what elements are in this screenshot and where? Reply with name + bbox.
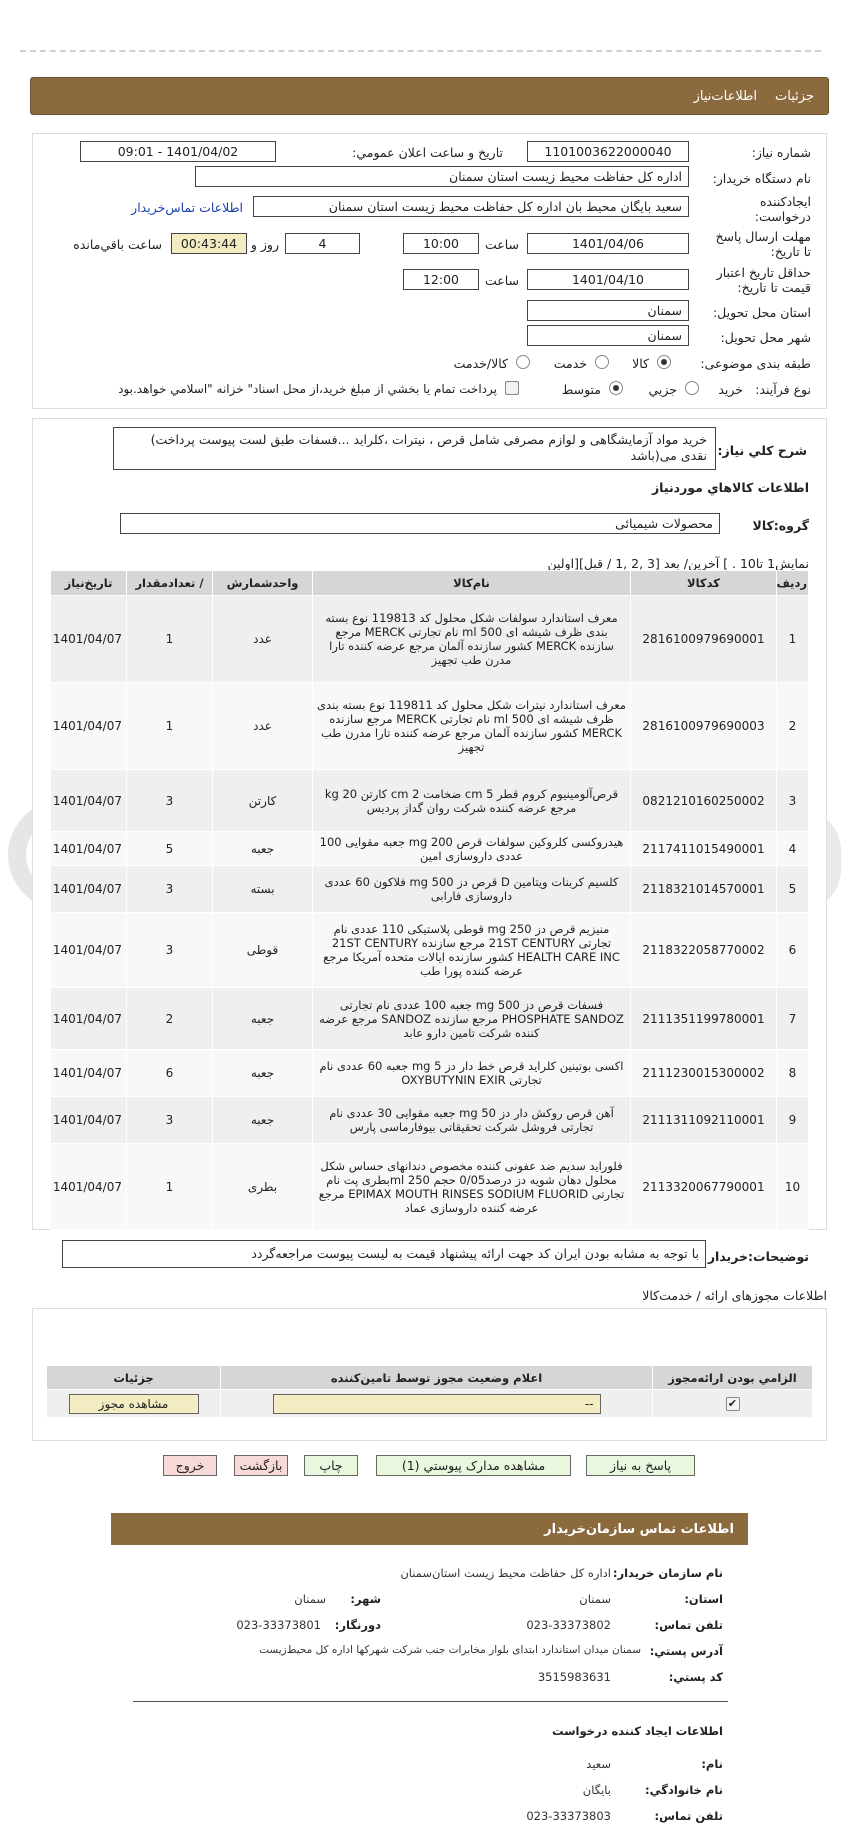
cell-unit: عدد xyxy=(213,596,313,683)
cell-name: معرف استاندارد سولفات شکل محلول کد 119813 نوع بسته بندی ظرف شیشه ای 500 ml نام تجارتی MERCK مرجع سازنده MERCK کشور سازنده آلمان مرجع عرضه کننده تارا مدرن طب تجهیز xyxy=(313,596,631,683)
category-option-goods: کالا xyxy=(632,356,649,371)
treasury-checkbox[interactable] xyxy=(505,381,519,395)
cell-name: معرف استاندارد نیترات شکل محلول کد 119811 نوع بسته بندی ظرف شیشه ای 500 ml نام تجارتی MERCK مرجع سازنده MERCK کشور سازنده آلمان مرجع عرضه کننده تارا مدرن طب تجهیز xyxy=(313,683,631,770)
attachments-button[interactable]: مشاهده مدارک پيوستي (1) xyxy=(376,1455,571,1476)
cell-code: 2118322058770002 xyxy=(631,913,777,988)
announce-field: 1401/04/02 - 09:01 xyxy=(80,141,276,162)
cell-code: 2816100979690003 xyxy=(631,683,777,770)
cell-unit: عدد xyxy=(213,683,313,770)
cell-date: 1401/04/07 xyxy=(51,596,127,683)
cell-row: 8 xyxy=(777,1050,809,1097)
buyer-contact-link[interactable]: اطلاعات تماس‌خريدار xyxy=(131,200,243,215)
city-contact-value: سمنان xyxy=(294,1592,326,1606)
cell-code: 2113320067790001 xyxy=(631,1144,777,1230)
cell-unit: بسته xyxy=(213,866,313,913)
category-radio-service[interactable] xyxy=(595,355,609,369)
cell-row: 3 xyxy=(777,770,809,832)
cell-code: 2118321014570001 xyxy=(631,866,777,913)
paging-links[interactable]: نمايش1 تا10 . ] آخرين/ بعد [3 ,2 ,1 / قبل][اولين xyxy=(547,556,809,571)
remaining-label: ساعت باقي‌مانده xyxy=(73,237,162,252)
cell-unit: جعبه xyxy=(213,1097,313,1144)
cell-row: 10 xyxy=(777,1144,809,1230)
col-license-required: الزامي بودن ارائه‌مجوز xyxy=(653,1366,813,1390)
goods-group-label: گروه‌:کالا xyxy=(752,518,809,533)
validity-label: حداقل تاريخ اعتبار قيمت تا تاريخ: xyxy=(716,265,811,295)
fax-label: دورنگار: xyxy=(334,1618,381,1632)
province-label: استان محل تحويل: xyxy=(712,305,811,320)
validity-time-field: 12:00 xyxy=(403,269,479,290)
need-number-field: 1101003622000040 xyxy=(527,141,689,162)
goods-info-title: اطلاعات کالاهاي مورد‌نياز xyxy=(651,480,809,495)
col-license-status: اعلام وضعيت مجوز توسط تامين‌کننده xyxy=(221,1366,653,1390)
cell-qty: 3 xyxy=(127,913,213,988)
cell-name: اکسی بوتینین کلراید قرص خط دار دز 5 mg جعبه 60 عددی نام تجارتی OXYBUTYNIN EXIR xyxy=(313,1050,631,1097)
requester-field: سعید بایگان محیط بان اداره کل حفاظت محیط زیست استان سمنان xyxy=(253,196,689,217)
org-value: اداره کل حفاظت محیط زیست استان‌سمنان xyxy=(400,1566,611,1580)
name-value: سعید xyxy=(586,1757,611,1771)
cell-date: 1401/04/07 xyxy=(51,1144,127,1230)
licenses-table xyxy=(46,1365,813,1418)
cell-code: 2111230015300002 xyxy=(631,1050,777,1097)
col-name: نام‌کالا xyxy=(313,571,631,596)
family-value: بایگان xyxy=(582,1783,611,1797)
col-license-details: جزئيات xyxy=(47,1366,221,1390)
col-row: رديف xyxy=(777,571,809,596)
cell-qty: 2 xyxy=(127,988,213,1050)
cell-license-status xyxy=(221,1390,653,1418)
province-field: سمنان xyxy=(527,300,689,321)
family-label: نام خانوادگي: xyxy=(645,1783,723,1797)
col-unit: واحدشمارش xyxy=(213,571,313,596)
cell-name: آهن قرص روکش دار دز 50 mg جعبه مقوایی 30 عددی نام تجارتی فروشل شرکت تحقیقاتی بیوفارماسی پارس xyxy=(313,1097,631,1144)
table-row xyxy=(51,866,809,913)
province-contact-value: سمنان xyxy=(579,1592,611,1606)
validity-time-label: ساعت xyxy=(484,273,519,288)
cell-date: 1401/04/07 xyxy=(51,770,127,832)
tel-value: 023-33373803 xyxy=(526,1809,611,1823)
table-row xyxy=(51,988,809,1050)
cell-code: 2117411015490001 xyxy=(631,832,777,866)
cell-date: 1401/04/07 xyxy=(51,832,127,866)
cell-qty: 6 xyxy=(127,1050,213,1097)
cell-qty: 3 xyxy=(127,866,213,913)
cell-name: منیزیم قرص دز 250 mg قوطی پلاستیکی 110 عددی نام تجارتی 21ST CENTURY مرجع سازنده 21ST CENTURY HEALTH CARE INC کشور سازنده ایالات متحده آمریکا مرجع عرضه کننده پورا طب xyxy=(313,913,631,988)
cell-unit: کارتن xyxy=(213,770,313,832)
process-label-buy: خريد xyxy=(718,382,743,397)
tab-details[interactable]: جزئيات xyxy=(775,88,814,104)
cell-row: 4 xyxy=(777,832,809,866)
cell-unit: جعبه xyxy=(213,1050,313,1097)
creator-title: اطلاعات ايجاد کننده درخواست xyxy=(552,1724,723,1738)
deadline-time-label: ساعت xyxy=(484,237,519,252)
contact-divider xyxy=(133,1701,728,1702)
phone-value: 023-33373802 xyxy=(526,1618,611,1632)
cell-date: 1401/04/07 xyxy=(51,1097,127,1144)
org-label: نام سازمان خريدار: xyxy=(612,1566,723,1580)
validity-date-field: 1401/04/10 xyxy=(527,269,689,290)
fax-value: 023-33373801 xyxy=(236,1618,321,1632)
license-status-field: -- xyxy=(273,1394,601,1414)
cell-row: 2 xyxy=(777,683,809,770)
tel-label: تلفن تماس: xyxy=(654,1809,723,1823)
col-qty: / تعدادمقدار xyxy=(127,571,213,596)
licenses-table-header xyxy=(47,1366,813,1390)
process-option-medium: متوسط xyxy=(561,382,601,397)
deadline-time-field: 10:00 xyxy=(403,233,479,254)
cell-date: 1401/04/07 xyxy=(51,1050,127,1097)
reply-button[interactable]: پاسخ به نياز xyxy=(586,1455,695,1476)
cell-name: فلوراید سدیم ضد عفونی کننده مخصوص دندانهای حساس شکل محلول دهان شویه دز درصد0/05 حجم 250 mlبطری پت نام تجارتی EPIMAX MOUTH RINSES SODIUM FLUORID مرجع عرضه کننده داروسازی عماد xyxy=(313,1144,631,1230)
cell-code: 2111351199780001 xyxy=(631,988,777,1050)
cell-date: 1401/04/07 xyxy=(51,866,127,913)
goods-table-header xyxy=(51,571,809,596)
cell-row: 7 xyxy=(777,988,809,1050)
tab-need-info[interactable]: اطلاعات‌نياز xyxy=(693,88,758,104)
view-license-button[interactable]: مشاهده مجوز xyxy=(69,1394,199,1414)
cell-code: 2111311092110001 xyxy=(631,1097,777,1144)
need-number-label: شماره نياز: xyxy=(751,145,811,160)
cell-license-details xyxy=(47,1390,221,1418)
treasury-note: پرداخت تمام يا بخشي از مبلغ خريد،از محل اسناد" خزانه "اسلامي خواهد.بود xyxy=(118,382,497,396)
city-field: سمنان xyxy=(527,325,689,346)
cell-license-required xyxy=(653,1390,813,1418)
header-bar xyxy=(30,77,829,115)
cell-unit: قوطی xyxy=(213,913,313,988)
contact-title: اطلاعات تماس سازمان‌خريدار xyxy=(544,1521,734,1537)
process-radio-minor[interactable] xyxy=(685,381,699,395)
col-date: تاريخ‌نياز xyxy=(51,571,127,596)
cell-unit: جعبه xyxy=(213,832,313,866)
category-radio-goods[interactable] xyxy=(657,355,671,369)
address-value: سمنان میدان استاندارد ابتدای بلوار مخابرات جنب شرکت شهرکها اداره کل محیط‌زیست xyxy=(259,1644,641,1656)
postal-value: 3515983631 xyxy=(537,1670,611,1684)
cell-unit: جعبه xyxy=(213,988,313,1050)
buyer-notes-label: توضيحات:خريدار xyxy=(707,1249,809,1264)
table-row xyxy=(47,1390,813,1418)
col-code: کدکالا xyxy=(631,571,777,596)
cell-unit: بطری xyxy=(213,1144,313,1230)
city-label: شهر محل تحويل: xyxy=(720,330,811,345)
contact-title-bar xyxy=(111,1513,748,1545)
cell-date: 1401/04/07 xyxy=(51,683,127,770)
cell-date: 1401/04/07 xyxy=(51,988,127,1050)
cell-qty: 1 xyxy=(127,1144,213,1230)
cell-name: قرص‌آلومینیوم کروم قطر 5 cm ضخامت 2 cm کارتن 20 kg مرجع عرضه کننده شرکت روان گداز پردیس xyxy=(313,770,631,832)
process-option-minor: جزيي xyxy=(648,382,677,397)
city-contact-label: شهر: xyxy=(350,1592,381,1606)
top-divider xyxy=(20,50,821,52)
cell-name: هیدروکسی کلروکین سولفات قرص 200 mg جعبه مقوایی 100 عددی داروسازی امین xyxy=(313,832,631,866)
phone-label: تلفن تماس: xyxy=(654,1618,723,1632)
cell-name: فسفات قرص دز 500 mg جعبه 100 عددی نام تجارتی PHOSPHATE SANDOZ مرجع سازنده SANDOZ مرجع عرضه کننده شرکت تامین دارو عابد xyxy=(313,988,631,1050)
back-button[interactable]: بازگشت xyxy=(234,1455,288,1476)
cell-code: 0821210160250002 xyxy=(631,770,777,832)
summary-label: شرح کلي نياز: xyxy=(717,443,807,458)
buyer-org-field: اداره کل حفاظت محیط زیست استان سمنان xyxy=(195,166,689,187)
table-row xyxy=(51,770,809,832)
goods-table xyxy=(50,570,809,1230)
table-row xyxy=(51,1144,809,1230)
process-label: نوع فرآيند: xyxy=(755,382,811,397)
cell-qty: 1 xyxy=(127,683,213,770)
cell-code: 2816100979690001 xyxy=(631,596,777,683)
cell-name: کلسیم کربنات ویتامین D قرص دز 500 mg فلاکون 60 عددی داروسازی فارابی xyxy=(313,866,631,913)
buyer-notes-field: با توجه به مشابه بودن ایران کد جهت ارائه پیشنهاد قیمت به لیست پیوست مراجعه‌گردد xyxy=(62,1240,706,1268)
days-label: روز و xyxy=(250,237,279,252)
postal-label: کد پستي: xyxy=(668,1670,723,1684)
announce-label: تاريخ و ساعت اعلان عمومي: xyxy=(352,145,503,160)
province-contact-label: استان: xyxy=(684,1592,723,1606)
license-required-checkbox[interactable]: ✔ xyxy=(726,1397,740,1411)
cell-qty: 3 xyxy=(127,1097,213,1144)
table-row xyxy=(51,1097,809,1144)
remaining-timer: 00:43:44 xyxy=(171,233,247,254)
buyer-org-label: نام دستگاه خريدار: xyxy=(712,171,811,186)
table-row xyxy=(51,913,809,988)
table-row xyxy=(51,683,809,770)
name-label: نام: xyxy=(701,1757,723,1771)
days-field: 4 xyxy=(285,233,360,254)
category-label: طبقه بندی موضوعی: xyxy=(700,356,811,371)
table-row xyxy=(51,596,809,683)
print-button[interactable]: چاپ xyxy=(304,1455,358,1476)
cell-qty: 5 xyxy=(127,832,213,866)
cell-row: 1 xyxy=(777,596,809,683)
cell-date: 1401/04/07 xyxy=(51,913,127,988)
licenses-title: اطلاعات مجوزهاى ارائه / خدمت‌کالا xyxy=(642,1288,827,1303)
table-row xyxy=(51,832,809,866)
cell-qty: 3 xyxy=(127,770,213,832)
requester-label: ايجادکننده درخواست: xyxy=(754,194,811,224)
exit-button[interactable]: خروج xyxy=(163,1455,217,1476)
goods-group-field: محصولات شیمیائی xyxy=(120,513,720,534)
summary-text: خرید مواد آزمایشگاهی و لوازم مصرفی شامل قرص ، نیترات ،کلراید ...فسفات طبق لست پیوست پرداخت) نقدی می(باشد xyxy=(113,427,716,470)
cell-row: 9 xyxy=(777,1097,809,1144)
cell-row: 6 xyxy=(777,913,809,988)
cell-row: 5 xyxy=(777,866,809,913)
category-radio-both[interactable] xyxy=(516,355,530,369)
deadline-label: مهلت ارسال پاسخ تا تاريخ: xyxy=(715,229,811,259)
process-radio-medium[interactable] xyxy=(609,381,623,395)
category-option-both: کالا/خدمت xyxy=(453,356,508,371)
address-label: آدرس پستي: xyxy=(649,1644,723,1658)
category-option-service: خدمت xyxy=(553,356,587,371)
table-row xyxy=(51,1050,809,1097)
cell-qty: 1 xyxy=(127,596,213,683)
deadline-date-field: 1401/04/06 xyxy=(527,233,689,254)
